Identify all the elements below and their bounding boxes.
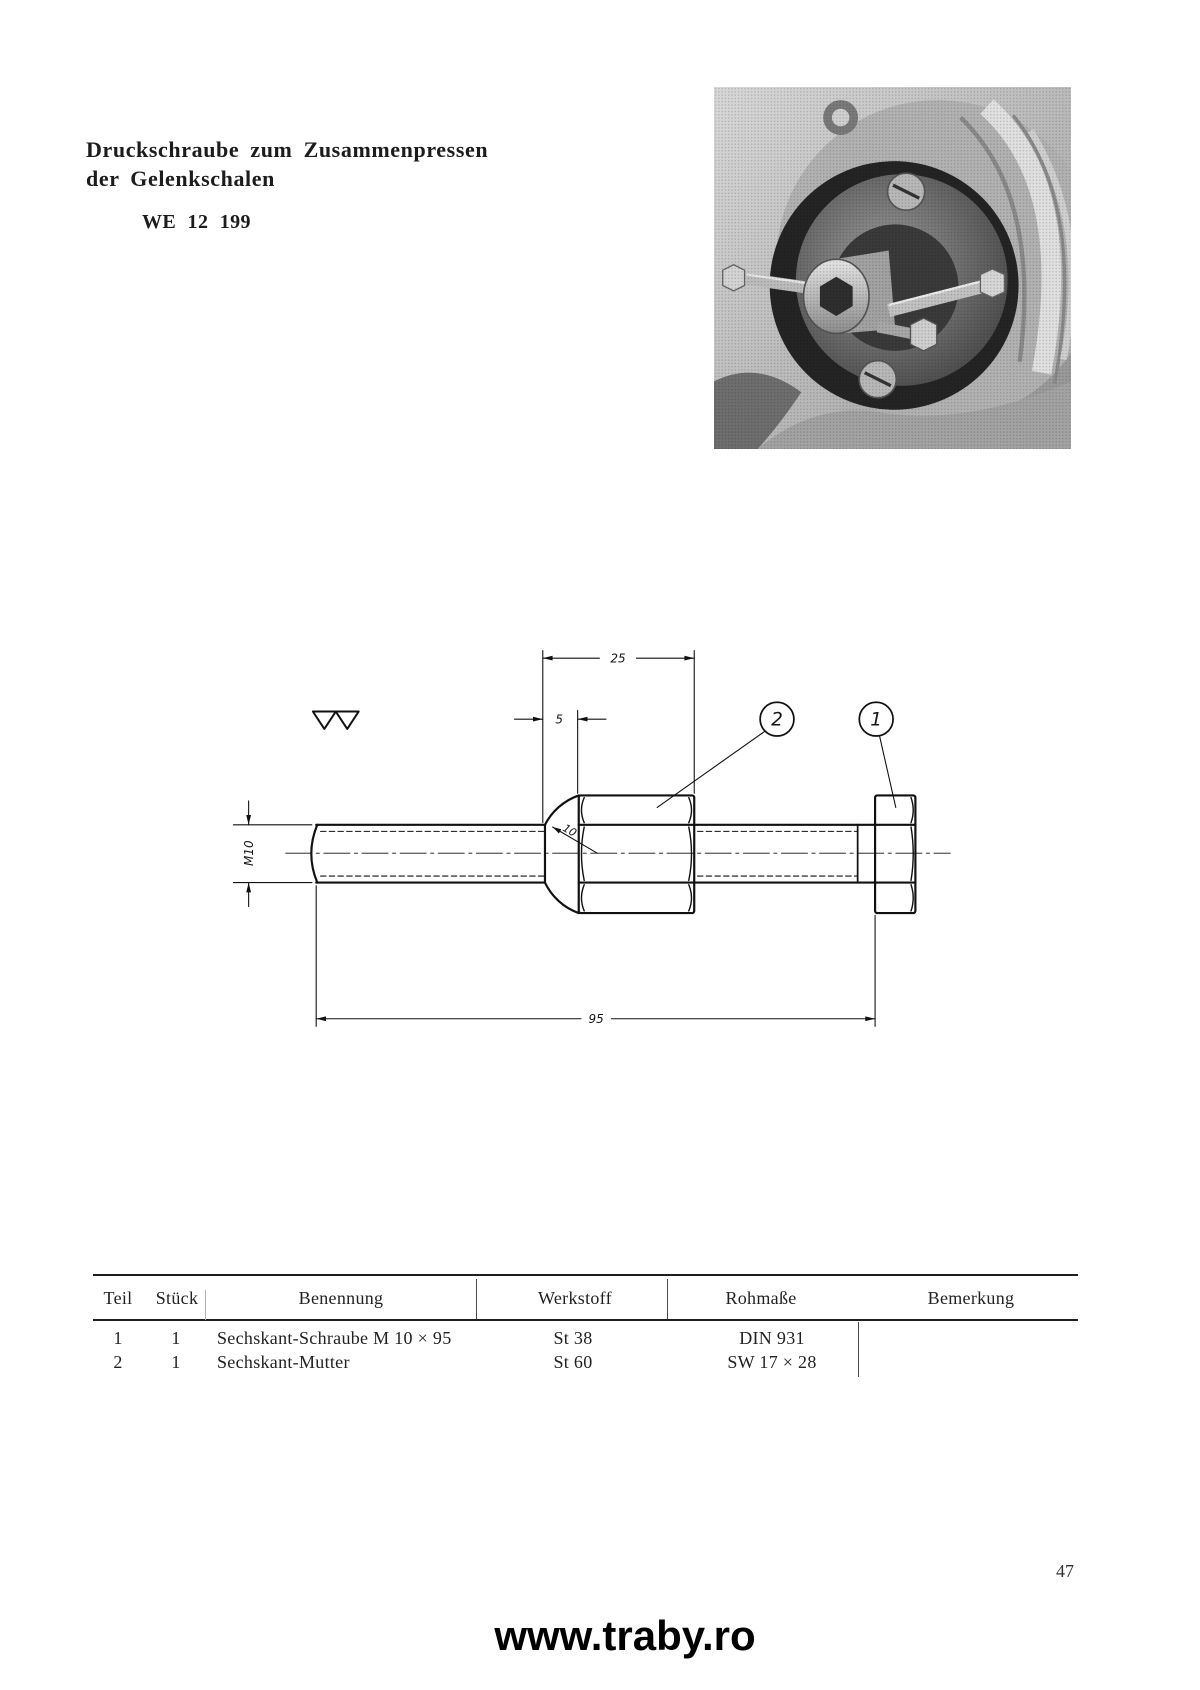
cell-stueck: 1	[171, 1352, 181, 1372]
cell-benennung: Sechskant-Mutter	[217, 1352, 350, 1372]
nut-part-2	[545, 795, 694, 913]
dimension-5-label: 5	[555, 712, 563, 727]
column-header-benennung: Benennung	[298, 1288, 384, 1308]
table-row	[0, 1327, 1200, 1349]
footer-website: www.traby.ro	[494, 1612, 756, 1659]
column-header-werkstoff: Werkstoff	[538, 1288, 612, 1308]
technical-drawing	[218, 632, 970, 1046]
table-header-rule	[93, 1319, 1078, 1321]
threaded-shaft	[311, 825, 875, 883]
page-number: 47	[1056, 1561, 1074, 1581]
cell-stueck: 1	[171, 1328, 181, 1348]
dimension-95	[316, 886, 875, 1027]
bolt-head-part-1	[875, 795, 915, 913]
dimension-95-label: 95	[588, 1012, 604, 1027]
column-header-rohmasse: Rohmaße	[725, 1288, 797, 1308]
cell-rohmasse: DIN 931	[739, 1328, 805, 1348]
cell-werkstoff: St 38	[553, 1328, 593, 1348]
dimension-25-label: 25	[610, 651, 626, 666]
cell-benennung: Sechskant-Schraube M 10 × 95	[217, 1328, 452, 1348]
dimension-m10-label: M10	[241, 840, 256, 866]
halftone-screen	[714, 87, 1071, 449]
tool-number: WE 12 199	[142, 211, 251, 233]
column-header-teil: Teil	[103, 1288, 133, 1308]
table-header-row	[0, 1287, 1200, 1309]
balloon-1-label: 1	[870, 709, 883, 731]
balloon-2-label: 2	[771, 709, 783, 731]
title-line-1: Druckschraube zum Zusammenpressen	[86, 137, 489, 162]
column-header-stueck: Stück	[155, 1288, 199, 1308]
cell-teil: 1	[113, 1328, 123, 1348]
table-row	[0, 1351, 1200, 1373]
column-header-bemerkung: Bemerkung	[927, 1288, 1015, 1308]
title-line-2: der Gelenkschalen	[86, 166, 275, 191]
tool-photo	[714, 87, 1071, 449]
cell-teil: 2	[113, 1352, 123, 1372]
cell-werkstoff: St 60	[553, 1352, 593, 1372]
table-top-rule	[93, 1274, 1078, 1276]
radius-dimension-label: 10	[560, 821, 579, 840]
cell-rohmasse: SW 17 × 28	[727, 1352, 817, 1372]
surface-finish-symbol	[313, 712, 359, 729]
